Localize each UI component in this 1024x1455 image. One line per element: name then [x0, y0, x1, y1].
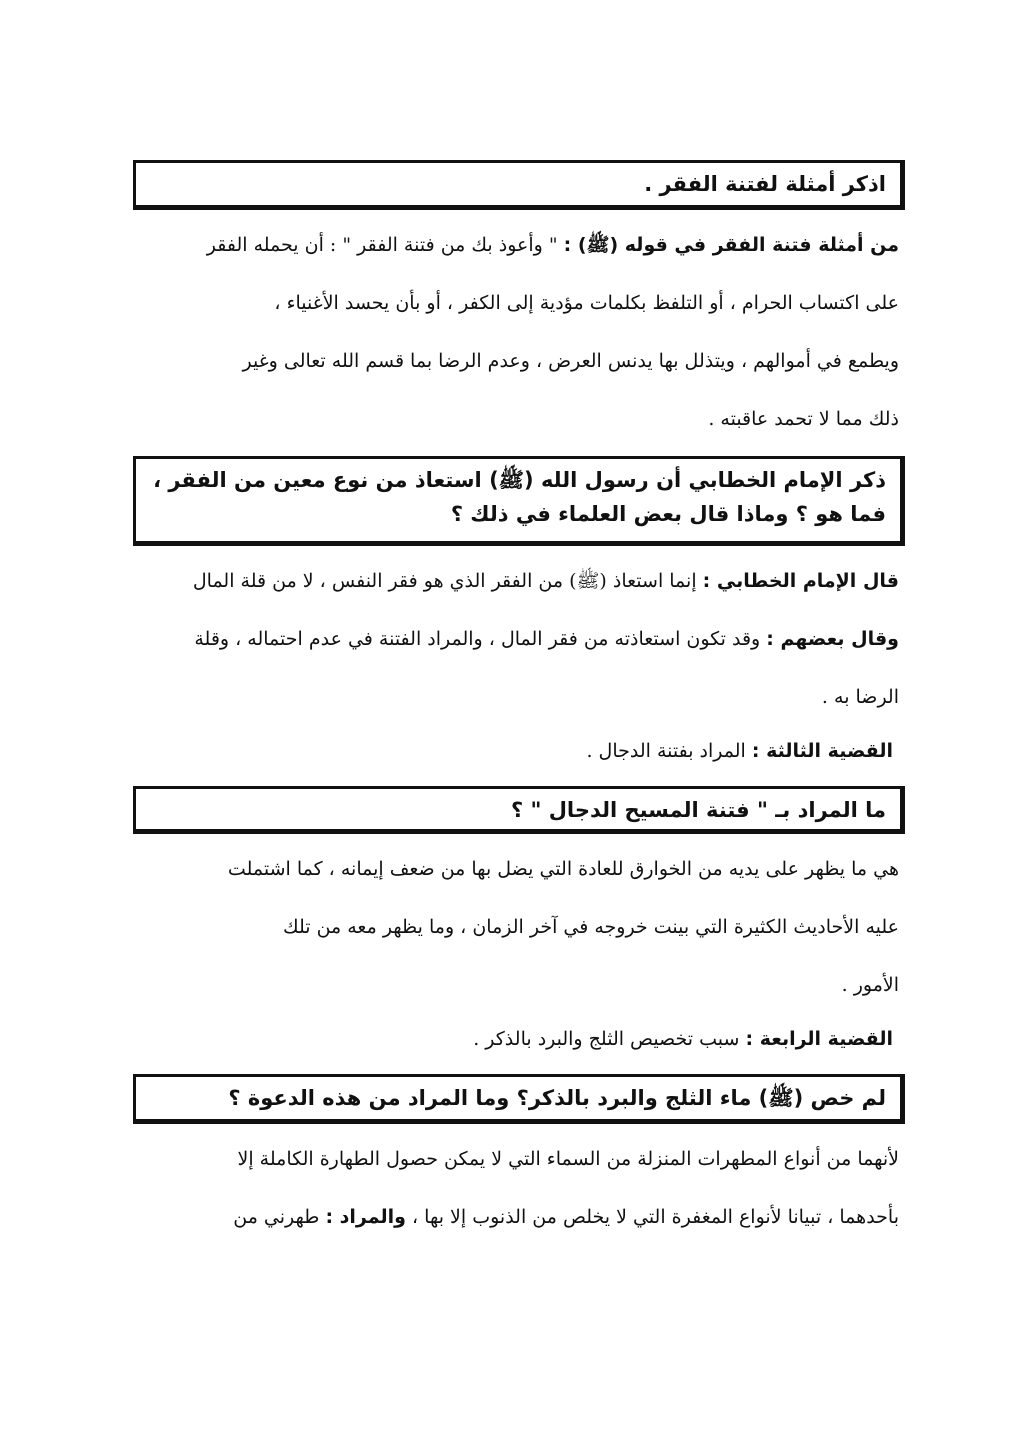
answer-lead: وقال بعضهم :: [766, 628, 899, 650]
question-text: ما المراد بـ " فتنة المسيح الدجال " ؟: [510, 798, 886, 822]
issue-heading-4: [133, 1014, 905, 1064]
answer-text: " وأعوذ بك من فتنة الفقر " : أن يحمله الفقر: [206, 234, 558, 256]
answer-4: [133, 1130, 905, 1246]
answer-lead: من أمثلة فتنة الفقر في قوله (ﷺ) :: [563, 234, 899, 256]
issue-label: القضية الرابعة :: [745, 1028, 893, 1050]
question-box-2: [133, 456, 905, 546]
answer-line: هي ما يظهر على يديه من الخوارق للعادة التي يضل بها من ضعف إيمانه ، كما اشتملت: [227, 858, 899, 880]
answer-line: ويطمع في أموالهم ، ويتذلل بها يدنس العرض ، وعدم الرضا بما قسم الله تعالى وغير: [242, 350, 899, 372]
answer-1: [133, 216, 905, 448]
answer-text: وقد تكون استعاذته من فقر المال ، والمراد الفتنة في عدم احتماله ، وقلة: [194, 628, 761, 650]
question-text: ذكر الإمام الخطابي أن رسول الله (ﷺ) استعاذ من نوع معين من الفقر ،: [153, 468, 886, 492]
answer-line: الأمور .: [841, 974, 899, 996]
question-box-4: [133, 1074, 905, 1124]
issue-text: المراد بفتنة الدجال .: [586, 740, 746, 762]
answer-line: [133, 216, 899, 274]
answer-line: [133, 552, 899, 610]
answer-line: [133, 610, 899, 668]
answer-text: إنما استعاذ (ﷺ) من الفقر الذي هو فقر النفس ، لا من قلة المال: [192, 570, 697, 592]
answer-text: طهرني من: [233, 1206, 320, 1228]
question-text: اذكر أمثلة لفتنة الفقر .: [644, 172, 886, 196]
answer-line: [133, 1188, 899, 1246]
answer-lead: قال الإمام الخطابي :: [702, 570, 899, 592]
question-box-3: [133, 786, 905, 834]
answer-line: عليه الأحاديث الكثيرة التي بينت خروجه في آخر الزمان ، وما يظهر معه من تلك: [282, 916, 899, 938]
question-box-1: [133, 160, 905, 210]
answer-line: على اكتساب الحرام ، أو التلفظ بكلمات مؤدية إلى الكفر ، أو بأن يحسد الأغنياء ،: [274, 292, 899, 314]
issue-heading-3: [133, 726, 905, 776]
issue-text: سبب تخصيص الثلج والبرد بالذكر .: [473, 1028, 740, 1050]
answer-line: لأنهما من أنواع المطهرات المنزلة من السماء التي لا يمكن حصول الطهارة الكاملة إلا: [237, 1148, 899, 1170]
answer-2: [133, 552, 905, 726]
answer-lead: والمراد :: [325, 1206, 406, 1228]
answer-text: بأحدهما ، تبيانا لأنواع المغفرة التي لا يخلص من الذنوب إلا بها ،: [412, 1206, 899, 1228]
document-page: [133, 160, 905, 1246]
answer-3: [133, 840, 905, 1014]
question-text: لم خص (ﷺ) ماء الثلج والبرد بالذكر؟ وما المراد من هذه الدعوة ؟: [228, 1086, 886, 1110]
question-text: فما هو ؟ وماذا قال بعض العلماء في ذلك ؟: [450, 502, 886, 526]
issue-label: القضية الثالثة :: [751, 740, 893, 762]
answer-line: ذلك مما لا تحمد عاقبته .: [708, 408, 899, 430]
answer-line: الرضا به .: [821, 686, 899, 708]
